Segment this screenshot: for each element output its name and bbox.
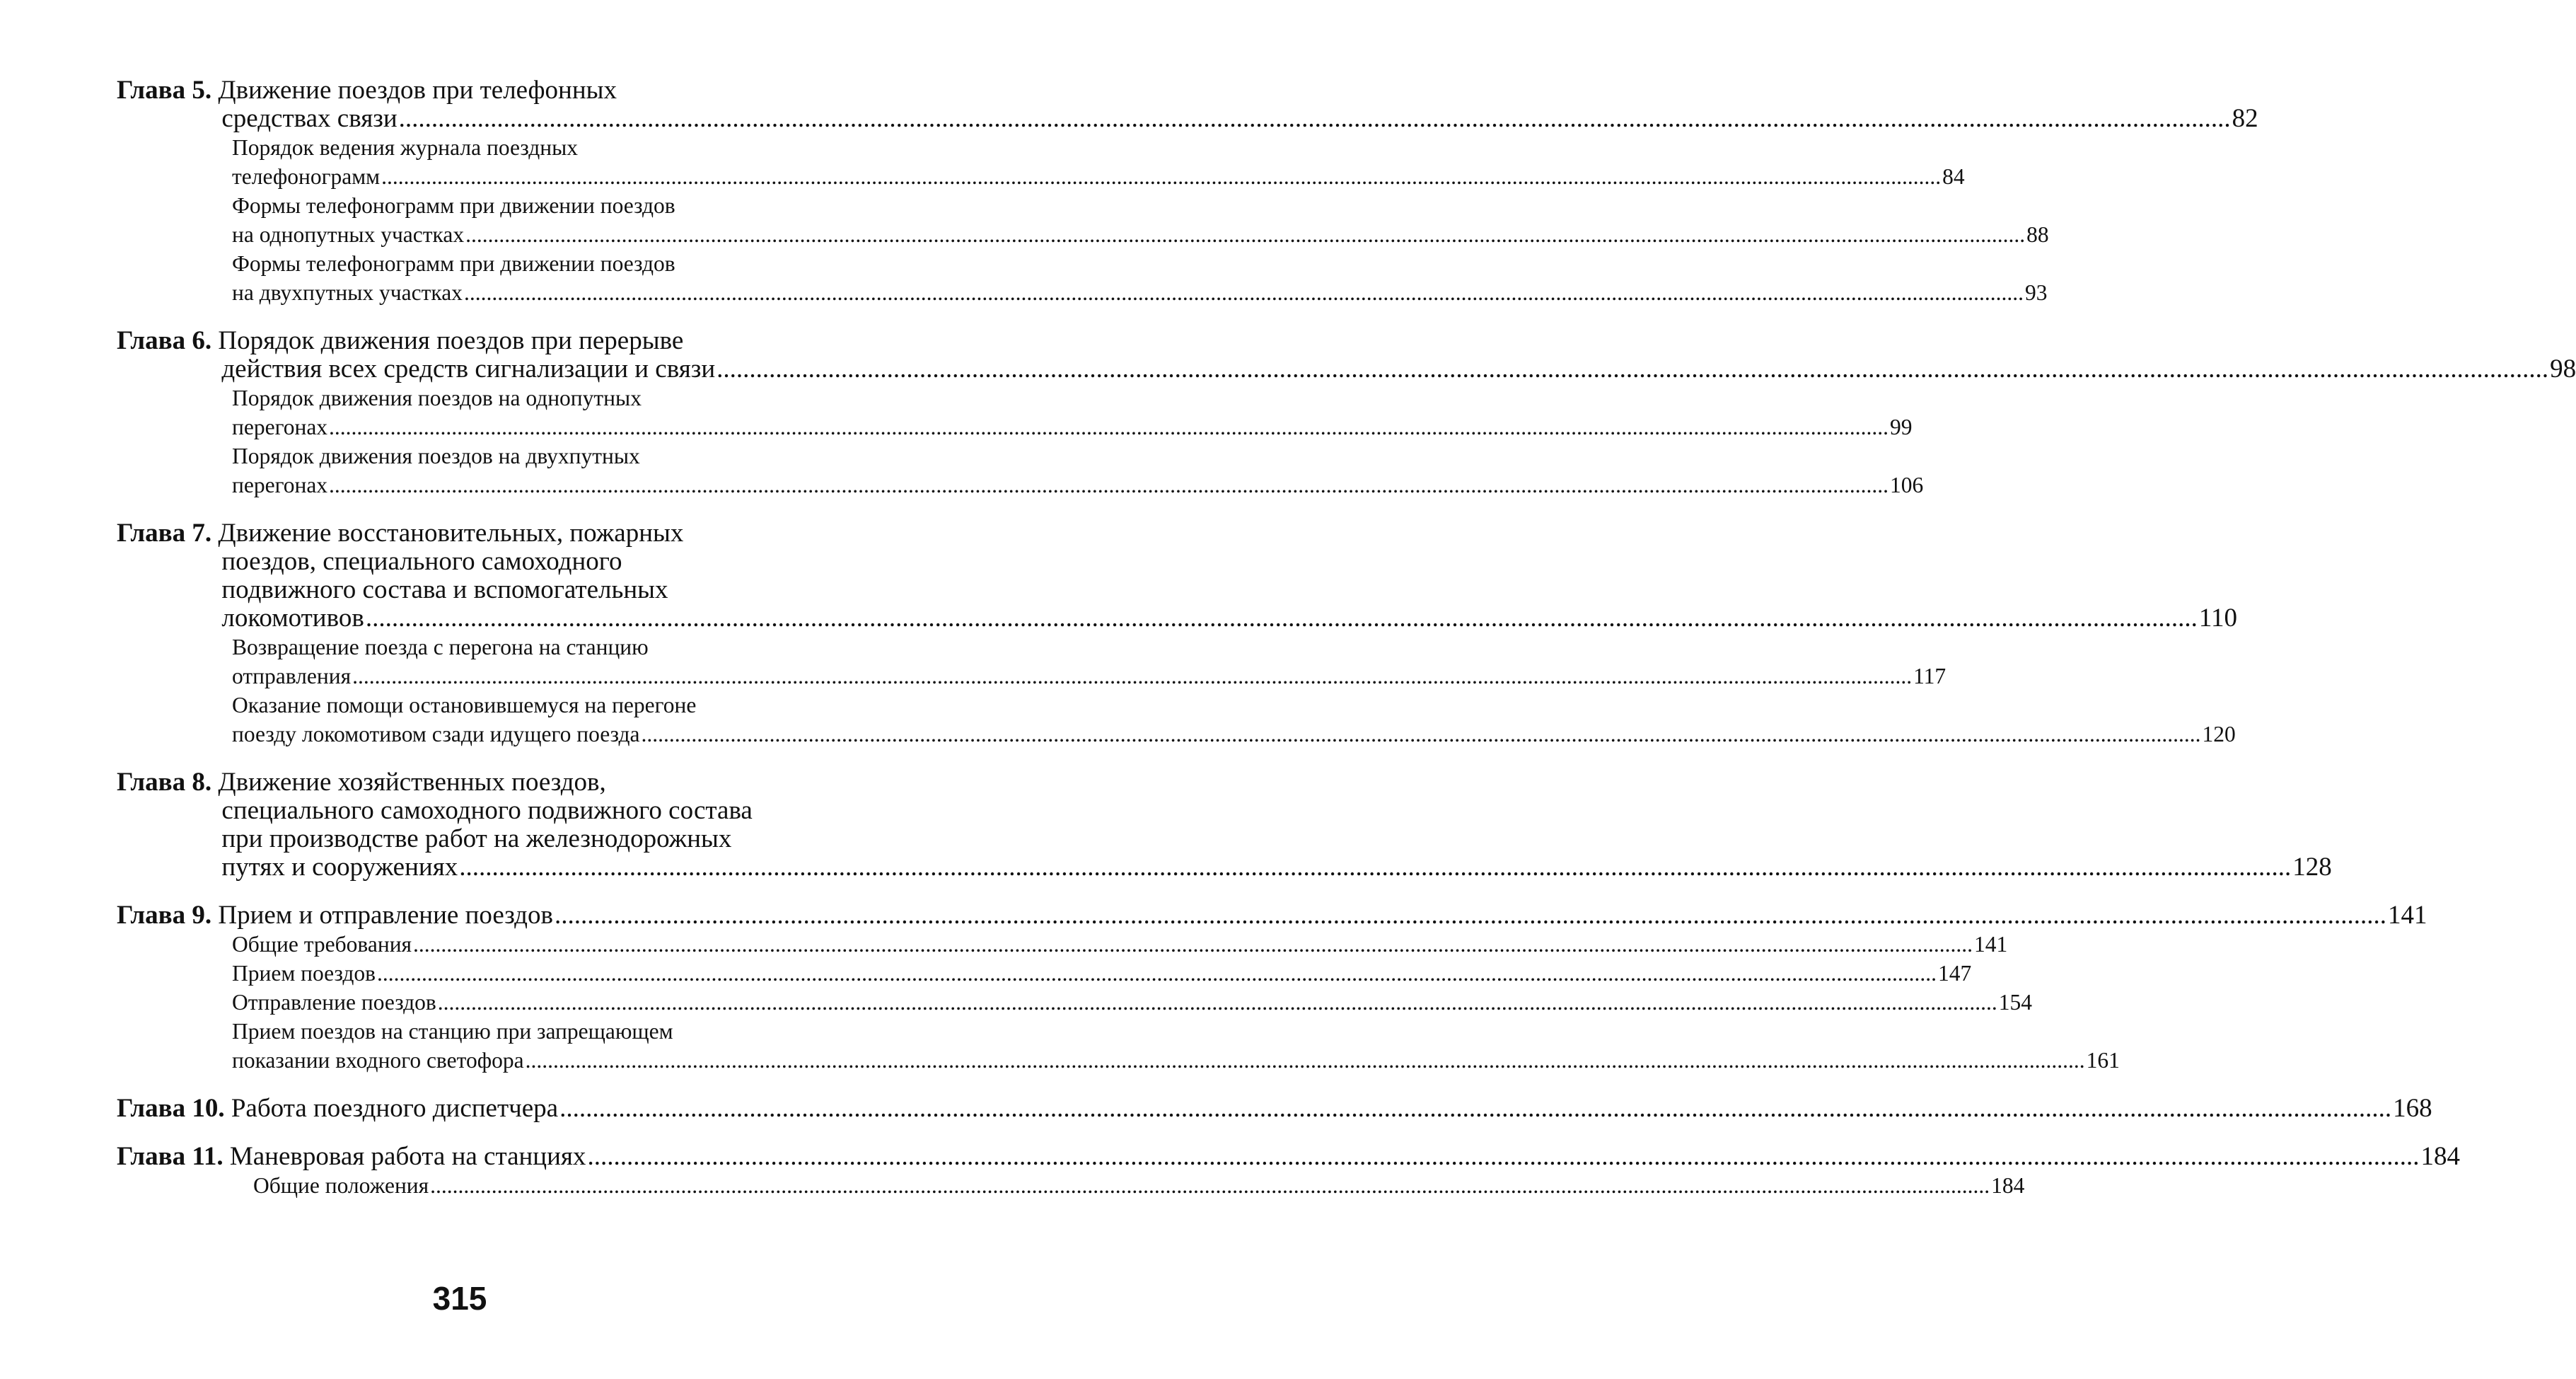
- section-leader-line: [232, 988, 2032, 1017]
- chapter-label: Глава 11.: [117, 1142, 230, 1171]
- section-title-line: Возвращение поезда с перегона на станцию: [232, 635, 649, 659]
- chapter-title-line: Движение восстановительных, пожарных: [218, 519, 684, 548]
- chapter-entry: [117, 326, 2576, 500]
- chapter-heading: [117, 1142, 2460, 1171]
- dot-leader: [381, 162, 1941, 191]
- chapter-title-line: Движение поездов при телефонных: [218, 76, 617, 105]
- section-title-line: Формы телефонограмм при движении поездов: [232, 193, 675, 218]
- chapter-title: [218, 901, 2427, 930]
- chapter-title: [218, 76, 2258, 133]
- dot-leader: [464, 278, 2024, 307]
- chapter-title-leader-line: [218, 853, 2331, 882]
- chapter-label: Глава 5.: [117, 76, 219, 105]
- section-entry: [117, 383, 1913, 442]
- section-leader-line: [253, 1171, 2025, 1200]
- section-leader-line: [232, 959, 1972, 988]
- chapter-title-leader-line: [218, 604, 2237, 633]
- section-page-number: 184: [1991, 1173, 2025, 1198]
- chapter-entry: [117, 519, 2237, 749]
- section-page-number: 141: [1974, 932, 2008, 957]
- section-leader-line: [232, 1046, 2120, 1075]
- dot-leader: [377, 959, 1937, 988]
- section-entry: [117, 133, 1965, 191]
- dot-leader: [465, 220, 2025, 249]
- section-title-text: Отправление поездов: [232, 990, 436, 1015]
- chapter-entry: [117, 768, 2332, 882]
- dot-leader: [329, 412, 1889, 442]
- section-title-line: Порядок движения поездов на однопутных: [232, 386, 642, 410]
- dot-leader: [526, 1046, 2085, 1075]
- section-title-line: Порядок ведения журнала поездных: [232, 135, 579, 160]
- section-title-text: телефонограмм: [232, 164, 381, 189]
- dot-leader: [555, 901, 2386, 930]
- section-entry: [117, 1017, 2120, 1075]
- dot-leader: [329, 471, 1889, 500]
- chapter-label: Глава 7.: [117, 519, 219, 548]
- chapter-title: [218, 327, 2576, 383]
- dot-leader: [399, 105, 2231, 133]
- chapter-title-line: подвижного состава и вспомогательных: [221, 575, 668, 604]
- dot-leader: [438, 988, 1997, 1017]
- section-page-number: 88: [2026, 222, 2049, 247]
- dot-leader: [716, 355, 2548, 383]
- section-title-text: поезду локомотивом сзади идущего поезда: [232, 722, 640, 746]
- section-title-text: перегонах: [232, 473, 328, 497]
- chapter-title-leader-line: [218, 355, 2576, 383]
- chapter-title-line: Движение хозяйственных поездов,: [218, 768, 606, 797]
- chapter-title-line: Порядок движения поездов при перерыве: [218, 326, 684, 355]
- section-entry: [117, 249, 2048, 307]
- section-title-text: Общие требования: [232, 932, 412, 957]
- chapter-page-number: 110: [2198, 604, 2237, 633]
- chapter-entry: [117, 901, 2427, 1075]
- chapter-title-text: локомотивов: [221, 604, 364, 633]
- chapter-heading: [117, 519, 2237, 633]
- section-entry: [117, 691, 2236, 749]
- section-entry: [117, 633, 1946, 691]
- dot-leader: [559, 1095, 2391, 1123]
- chapter-title-line: при производстве работ на железнодорожных: [221, 824, 732, 853]
- dot-leader: [430, 1171, 1990, 1200]
- chapter-heading: [117, 768, 2332, 882]
- section-title-text: Прием поездов: [232, 961, 376, 986]
- chapter-entry: [117, 1094, 2432, 1123]
- section-page-number: 161: [2086, 1048, 2120, 1073]
- section-leader-line: [232, 662, 1946, 691]
- section-leader-line: [232, 930, 2008, 959]
- dot-leader: [459, 853, 2291, 882]
- section-entry: [117, 1171, 2025, 1200]
- section-title-line: Прием поездов на станцию при запрещающем: [232, 1019, 673, 1044]
- section-entry: [117, 959, 1972, 988]
- section-title-line: Формы телефонограмм при движении поездов: [232, 251, 675, 276]
- section-leader-line: [232, 220, 2049, 249]
- section-entry: [117, 988, 2032, 1017]
- section-title-line: Оказание помощи остановившемуся на перегоне: [232, 693, 697, 717]
- chapter-title: [218, 768, 2331, 882]
- section-entry: [117, 191, 2049, 249]
- section-page-number: 106: [1890, 473, 1924, 497]
- dot-leader: [587, 1143, 2419, 1171]
- chapter-title: [218, 519, 2237, 633]
- chapter-page-number: 98: [2550, 354, 2576, 383]
- chapter-page-number: 128: [2292, 853, 2332, 882]
- chapter-title-text: Маневровая работа на станциях: [229, 1142, 586, 1171]
- section-title-line: Порядок движения поездов на двухпутных: [232, 444, 640, 468]
- chapter-heading: [117, 901, 2427, 930]
- chapter-label: Глава 10.: [117, 1094, 231, 1123]
- chapter-heading: [117, 76, 2258, 133]
- dot-leader: [413, 930, 1973, 959]
- chapter-page-number: 168: [2393, 1094, 2432, 1123]
- chapter-heading: [117, 326, 2576, 383]
- chapter-title-text: путях и сооружениях: [221, 853, 458, 882]
- chapter-title-text: действия всех средств сигнализации и связи: [221, 354, 716, 383]
- section-leader-line: [232, 278, 2048, 307]
- chapter-title: [231, 1095, 2432, 1123]
- chapter-page-number: 184: [2420, 1142, 2460, 1171]
- section-leader-line: [232, 720, 2236, 749]
- chapter-title-leader-line: [230, 1143, 2460, 1171]
- section-page-number: 154: [1998, 990, 2032, 1015]
- section-page-number: 117: [1913, 664, 1946, 688]
- chapter-title-text: Работа поездного диспетчера: [231, 1094, 559, 1123]
- section-title-text: Общие положения: [253, 1173, 429, 1198]
- chapter-page-number: 82: [2232, 104, 2258, 133]
- section-title-text: на однопутных участках: [232, 222, 465, 247]
- chapter-entry: [117, 76, 2258, 307]
- section-leader-line: [232, 412, 1913, 442]
- chapter-entry: [117, 1142, 2460, 1200]
- chapter-title-leader-line: [218, 901, 2427, 930]
- chapter-title-leader-line: [218, 105, 2258, 133]
- dot-leader: [352, 662, 1912, 691]
- section-title-text: показании входного светофора: [232, 1048, 524, 1073]
- section-title-text: отправления: [232, 664, 352, 688]
- section-page-number: 93: [2024, 280, 2048, 305]
- chapter-label: Глава 9.: [117, 901, 219, 930]
- section-page-number: 99: [1890, 415, 1913, 439]
- section-title-text: на двухпутных участках: [232, 280, 463, 305]
- chapter-title-leader-line: [231, 1095, 2432, 1123]
- section-entry: [117, 442, 1924, 500]
- dot-leader: [366, 604, 2198, 633]
- chapter-title-line: специального самоходного подвижного состава: [221, 796, 753, 825]
- section-page-number: 120: [2202, 722, 2236, 746]
- section-page-number: 147: [1938, 961, 1972, 986]
- section-leader-line: [232, 471, 1924, 500]
- section-title-text: перегонах: [232, 415, 328, 439]
- chapter-title: [230, 1143, 2460, 1171]
- chapter-label: Глава 8.: [117, 768, 219, 797]
- chapter-title-line: поездов, специального самоходного: [221, 547, 622, 576]
- chapter-title-text: Прием и отправление поездов: [218, 901, 553, 930]
- page-number: 315: [432, 1280, 487, 1317]
- section-entry: [117, 930, 2008, 959]
- table-of-contents: [117, 76, 2576, 1220]
- dot-leader: [642, 720, 2201, 749]
- chapter-title-text: средствах связи: [221, 104, 398, 133]
- section-page-number: 84: [1942, 164, 1965, 189]
- chapter-label: Глава 6.: [117, 326, 219, 355]
- chapter-heading: [117, 1094, 2432, 1123]
- chapter-page-number: 141: [2387, 901, 2427, 930]
- section-leader-line: [232, 162, 1965, 191]
